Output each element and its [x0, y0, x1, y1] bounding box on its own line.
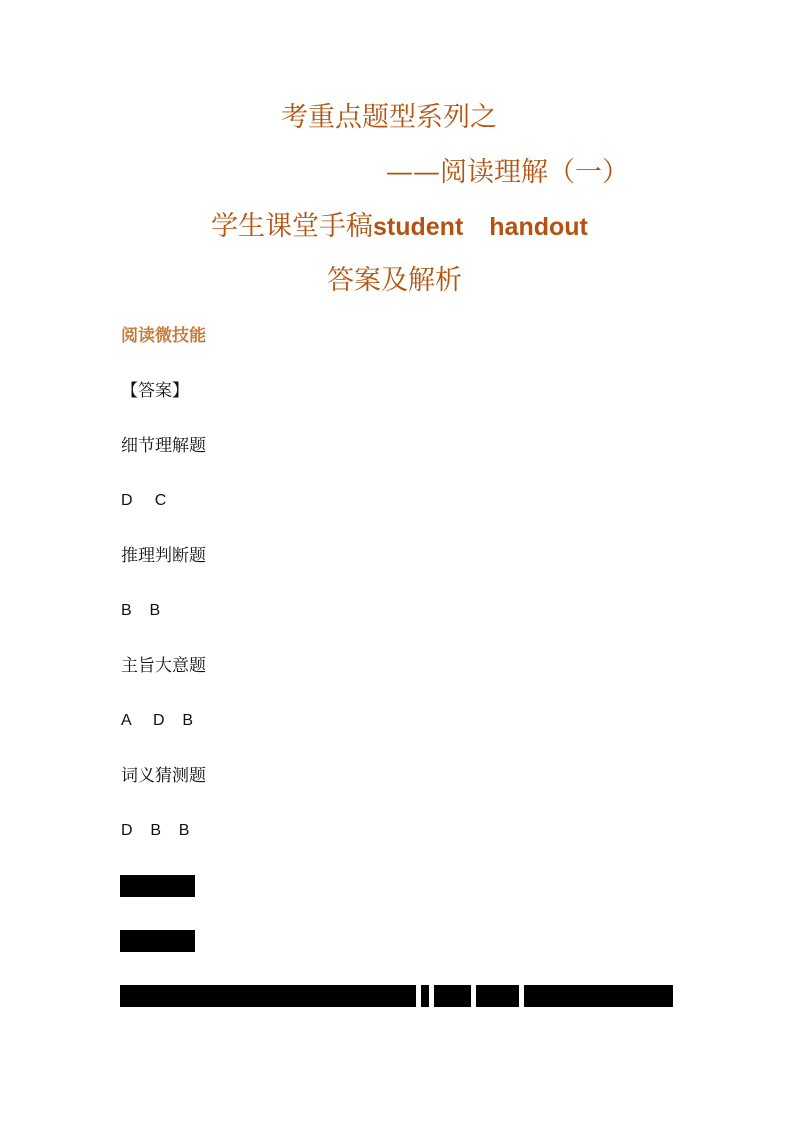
title-english-handout: handout — [489, 213, 588, 241]
title-line-3 — [211, 210, 588, 244]
redaction-bar — [120, 875, 195, 897]
answers-vocabulary: D B B — [121, 822, 190, 839]
redaction-bar — [120, 930, 195, 952]
question-type-inference: 推理判断题 — [121, 546, 206, 566]
answers-inference: B B — [121, 602, 161, 619]
answers-main-idea: A D B — [121, 712, 194, 729]
title-line-4: 答案及解析 — [327, 265, 462, 296]
answers-detail: D C — [121, 492, 167, 509]
title-chinese: 学生课堂手稿 — [211, 211, 373, 242]
redaction-gap — [416, 985, 421, 1007]
section-heading: 阅读微技能 — [121, 326, 206, 346]
question-type-vocabulary: 词义猜测题 — [121, 766, 206, 786]
redaction-gap — [429, 985, 434, 1007]
title-english-student: student — [373, 213, 464, 241]
redaction-bar-wide — [120, 985, 673, 1007]
question-type-detail: 细节理解题 — [121, 436, 206, 456]
title-line-1: 考重点题型系列之 — [281, 102, 497, 133]
question-type-main-idea: 主旨大意题 — [121, 656, 206, 676]
redaction-gap — [471, 985, 476, 1007]
answer-label: 【答案】 — [121, 381, 189, 401]
redaction-gap — [519, 985, 524, 1007]
title-line-2: ——阅读理解（一） — [386, 157, 629, 188]
